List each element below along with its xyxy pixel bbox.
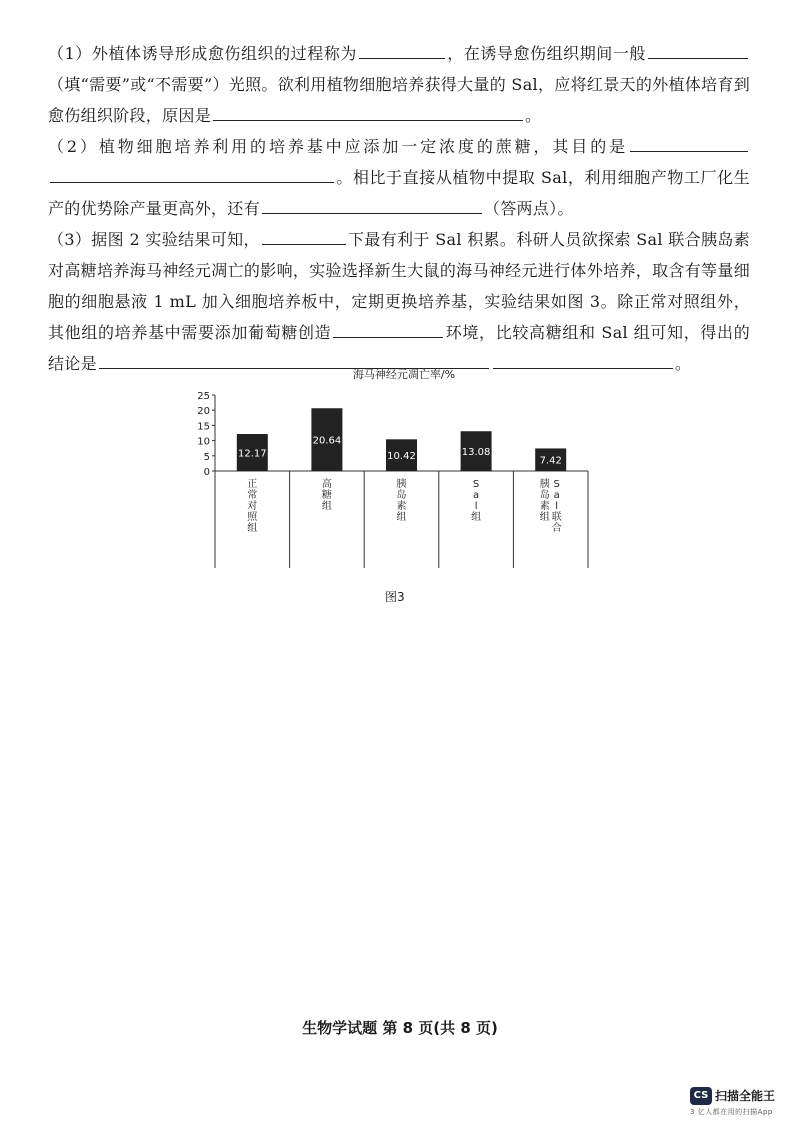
q1-text-4: 。 bbox=[525, 106, 542, 125]
y-tick-label: 5 bbox=[203, 451, 210, 463]
category-label: S a l 组 bbox=[471, 479, 482, 523]
question-part-3 bbox=[48, 224, 750, 379]
q3-text-1: （3）据图 2 实验结果可知， bbox=[48, 230, 260, 249]
q1-blank-1[interactable] bbox=[359, 40, 445, 59]
question-part-2 bbox=[48, 131, 750, 224]
q1-blank-3[interactable] bbox=[213, 102, 523, 121]
q2-text-1: （2）植物细胞培养利用的培养基中应添加一定浓度的蔗糖，其目的是 bbox=[48, 137, 628, 156]
q3-text-2: 下最有利于 Sal 积累。科研人员欲探索 Sal 联合胰岛素对高糖培养海马神经元凋亡的影响，实验选择新生大鼠的海马神经元进行体外培养，取含有等量细胞的细胞悬液 1 mL 加入细胞培养板中，定期更换培养基，实验结果如图 3。除正常对照组外，其他组的培养基中需要添加葡萄糖创造 bbox=[48, 230, 750, 342]
y-tick-label: 10 bbox=[197, 436, 210, 448]
q3-text-4: 。 bbox=[674, 354, 692, 373]
q2-blank-1b[interactable] bbox=[50, 164, 334, 183]
question-part-1 bbox=[48, 38, 750, 131]
q3-text-3: 环境，比较高糖组和 Sal 组可知，得出的结论是 bbox=[48, 323, 750, 373]
watermark-tagline: 3 亿人都在用的扫描App bbox=[690, 1107, 773, 1116]
y-tick-label: 15 bbox=[197, 421, 210, 433]
watermark-name: 扫描全能王 bbox=[715, 1089, 776, 1103]
bar-value-label: 7.42 bbox=[539, 455, 562, 467]
q1-text-3: （填“需要”或“不需要”）光照。欲利用植物细胞培养获得大量的 Sal，应将红景天的外植体培育到愈伤组织阶段，原因是 bbox=[48, 75, 750, 125]
q2-blank-1[interactable] bbox=[630, 133, 748, 152]
chart-title: 海马神经元凋亡率/% bbox=[352, 368, 456, 381]
cs-logo-icon: CS bbox=[690, 1087, 712, 1105]
category-label: 高糖组 bbox=[321, 479, 332, 512]
y-tick-label: 25 bbox=[197, 391, 210, 402]
page-footer: 生物学试题 第 8 页(共 8 页) bbox=[302, 1019, 498, 1037]
q3-blank-1[interactable] bbox=[262, 226, 346, 245]
q2-blank-2[interactable] bbox=[262, 195, 482, 214]
figure-3-chart bbox=[190, 362, 600, 602]
bar-value-label: 13.08 bbox=[461, 447, 491, 459]
q1-text-2: ，在诱导愈伤组织期间一般 bbox=[446, 44, 646, 63]
bar-chart-svg bbox=[190, 362, 600, 602]
q1-text-1: （1）外植体诱导形成愈伤组织的过程称为 bbox=[48, 44, 357, 63]
q2-text-2: 。相比于直接从植物中提取 Sal，利用细胞产物工厂化生产的优势除产量更高外，还有 bbox=[48, 168, 750, 218]
category-label: S a l 联合胰岛素组 bbox=[539, 479, 562, 534]
bar-value-label: 20.64 bbox=[312, 435, 342, 447]
q1-blank-2[interactable] bbox=[648, 40, 748, 59]
figure-caption: 图3 bbox=[385, 590, 405, 604]
q3-blank-2[interactable] bbox=[333, 319, 443, 338]
bar-value-label: 10.42 bbox=[387, 451, 416, 463]
q2-text-3: （答两点）。 bbox=[483, 199, 574, 218]
category-label: 正常对照组 bbox=[247, 479, 258, 534]
y-tick-label: 0 bbox=[203, 467, 210, 478]
category-label: 胰岛素组 bbox=[396, 479, 407, 523]
bar-value-label: 12.17 bbox=[237, 448, 267, 460]
scanner-watermark bbox=[690, 1085, 790, 1117]
y-tick-label: 20 bbox=[197, 406, 210, 418]
